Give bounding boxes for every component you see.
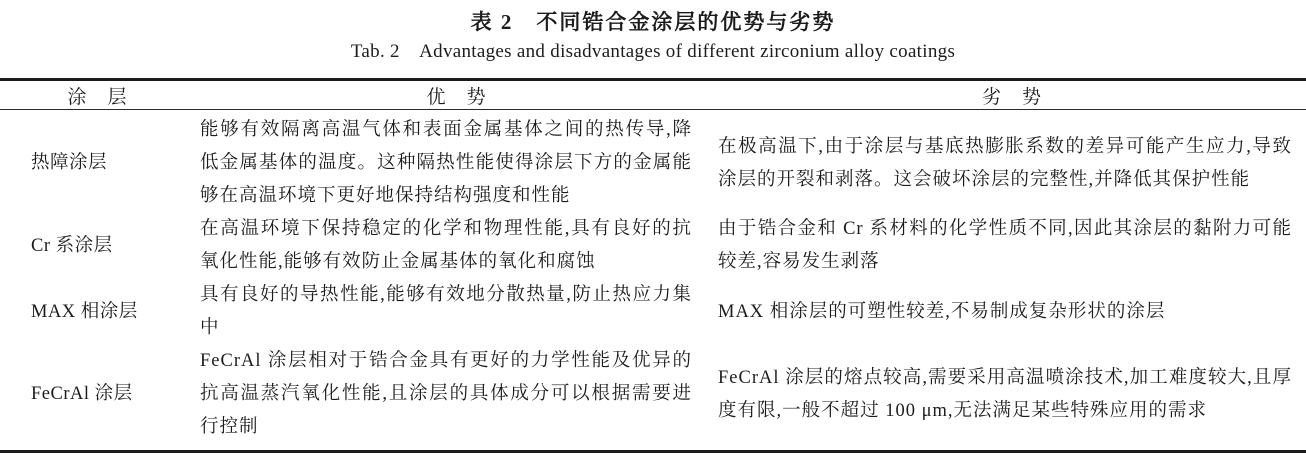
table-row (0, 279, 1306, 345)
header-cell-disadvantage: 劣 势 (981, 86, 1042, 108)
disadvantage-text: FeCrAl 涂层的熔点较高,需要采用高温喷涂技术,加工难度较大,且厚度有限,一般不超过 100 μm,无法满足某些特殊应用的需求 (718, 367, 1292, 421)
advantage-text: FeCrAl 涂层相对于锆合金具有更好的力学性能及优异的抗高温蒸汽氧化性能,且涂层的具体成分可以根据需要进行控制 (200, 351, 692, 437)
table-header-row (0, 81, 1306, 110)
coating-name: MAX 相涂层 (31, 301, 138, 322)
table-title-en: Tab. 2 Advantages and disadvantages of different zirconium alloy coatings (350, 41, 956, 62)
disadvantage-text: 在极高温下,由于涂层与基底热膨胀系数的差异可能产生应力,导致涂层的开裂和剥落。这会破坏涂层的完整性,并降低其保护性能 (718, 136, 1292, 190)
advantage-text: 能够有效隔离高温气体和表面金属基体之间的热传导,降低金属基体的温度。这种隔热性能使得涂层下方的金属能够在高温环境下更好地保持结构强度和性能 (200, 120, 692, 206)
coating-name: 热障涂层 (31, 153, 108, 173)
table-body (0, 110, 1306, 450)
disadvantage-text: 由于锆合金和 Cr 系材料的化学性质不同,因此其涂层的黏附力可能较差,容易发生剥落 (718, 219, 1292, 272)
header-cell-coating: 涂 层 (67, 86, 128, 108)
table-row (0, 345, 1306, 444)
header-cell-advantage: 优 势 (426, 86, 487, 108)
coatings-table (0, 78, 1306, 453)
advantage-text: 具有良好的导热性能,能够有效地分散热量,防止热应力集中 (200, 285, 692, 338)
table-row (0, 114, 1306, 213)
advantage-text: 在高温环境下保持稳定的化学和物理性能,具有良好的抗氧化性能,能够有效防止金属基体的氧化和腐蚀 (200, 219, 692, 272)
coating-name: Cr 系涂层 (31, 235, 113, 256)
table-row (0, 213, 1306, 279)
disadvantage-text: MAX 相涂层的可塑性较差,不易制成复杂形状的涂层 (718, 301, 1166, 322)
coating-name: FeCrAl 涂层 (31, 384, 133, 404)
table-title-zh: 表 2 不同锆合金涂层的优势与劣势 (470, 10, 836, 34)
